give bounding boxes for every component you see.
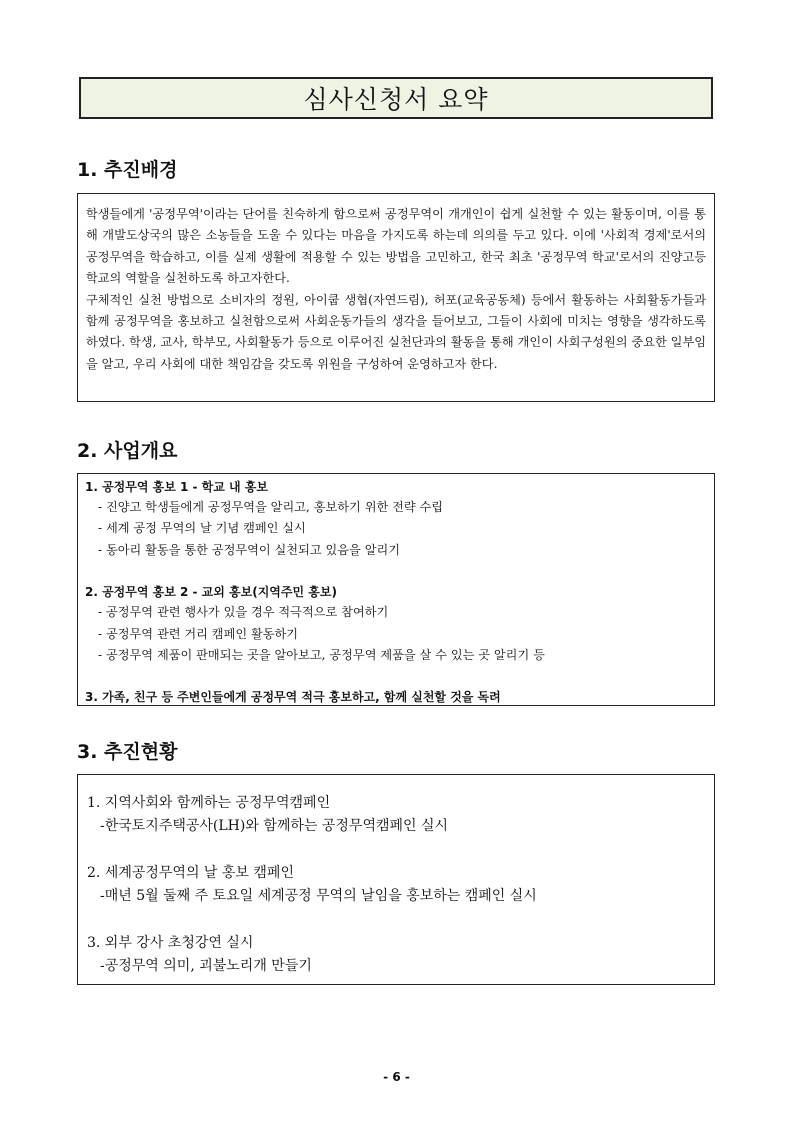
background-paragraph-1: 학생들에게 '공정무역'이라는 단어를 친숙하게 함으로써 공정무역이 개개인이 쉽게 실천할 수 있는 활동이며, 이를 통해 개발도상국의 많은 소농들을 도울 수 있다는 마음을 가지도록 하는데 의의를 두고 있다. 이에 '사회적 경제'로서의 공정무역을 학습하고, 이를 실제 생활에 적용할 수 있는 방법을 고민하고, 한국 최초 '공정무역 학교'로서의 진양고등학교의 역할을 실천하도록 하고자한다. (86, 207, 706, 286)
background-paragraph-2: 구체적인 실천 방법으로 소비자의 정원, 아이쿱 생협(자연드림), 허포(교육공동체) 등에서 활동하는 사회활동가들과 함께 공정무역을 홍보하고 실천함으로써 사회운동가들의 생각을 들어보고, 그들이 사회에 미치는 영향을 생각하도록 하였다. 학생, 교사, 학부모, 사회활동가 등으로 이루어진 실천단과의 활동을 통해 개인이 사회구성원의 중요한 일부임을 알고, 우리 사회에 대한 책임감을 갖도록 위원을 구성하여 운영하고자 한다. (86, 292, 706, 371)
spacer (87, 838, 706, 862)
overview-item: - 진양고 학생들에게 공정무역을 알리고, 홍보하기 위한 전략 수립 (98, 500, 444, 514)
spacer (85, 666, 706, 687)
status-item-detail: -한국토지주택공사(LH)와 함께하는 공정무역캠페인 실시 (100, 818, 449, 834)
overview-item: - 공정무역 관련 거리 캠페인 활동하기 (98, 626, 299, 641)
spacer (87, 908, 706, 932)
overview-item: - 공정무역 제품이 판매되는 곳을 알아보고, 공정무역 제품을 살 수 있는 곳 알리기 등 (98, 648, 545, 663)
status-item-detail: -매년 5월 둘째 주 토요일 세계공정 무역의 날임을 홍보하는 캠페인 실시 (100, 888, 537, 904)
overview-item: - 세계 공정 무역의 날 기념 캠페인 실시 (98, 521, 306, 536)
status-box (77, 774, 715, 985)
status-item-detail: -공정무역 의미, 괴불노리개 만들기 (100, 958, 312, 974)
overview-block-3-title: 3. 가족, 친구 등 주변인들에게 공정무역 적극 홍보하고, 함께 실천할 것을 독려 (85, 690, 501, 705)
section3-heading: 3. 추진현황 (77, 741, 178, 763)
overview-item: - 동아리 활동을 통한 공정무역이 실천되고 있음을 알리기 (98, 542, 401, 557)
overview-item: - 공정무역 관련 행사가 있을 경우 적극적으로 참여하기 (98, 605, 389, 620)
status-item-title: 3. 외부 강사 초청강연 실시 (87, 935, 254, 951)
overview-block-1-title: 1. 공정무역 홍보 1 - 학교 내 홍보 (85, 480, 268, 494)
spacer (85, 561, 706, 582)
document-title: 심사신청서 요약 (79, 77, 713, 119)
overview-block-2-title: 2. 공정무역 홍보 2 - 교외 홍보(지역주민 홍보) (85, 585, 337, 600)
section2-heading: 2. 사업개요 (77, 440, 178, 462)
overview-box (77, 473, 715, 706)
status-item-title: 1. 지역사회와 함께하는 공정무역캠페인 (87, 795, 331, 811)
status-item-title: 2. 세계공정무역의 날 홍보 캠페인 (87, 865, 294, 881)
background-box (77, 193, 715, 402)
page-number: - 6 - (383, 1070, 410, 1084)
section1-heading: 1. 추진배경 (77, 159, 178, 181)
